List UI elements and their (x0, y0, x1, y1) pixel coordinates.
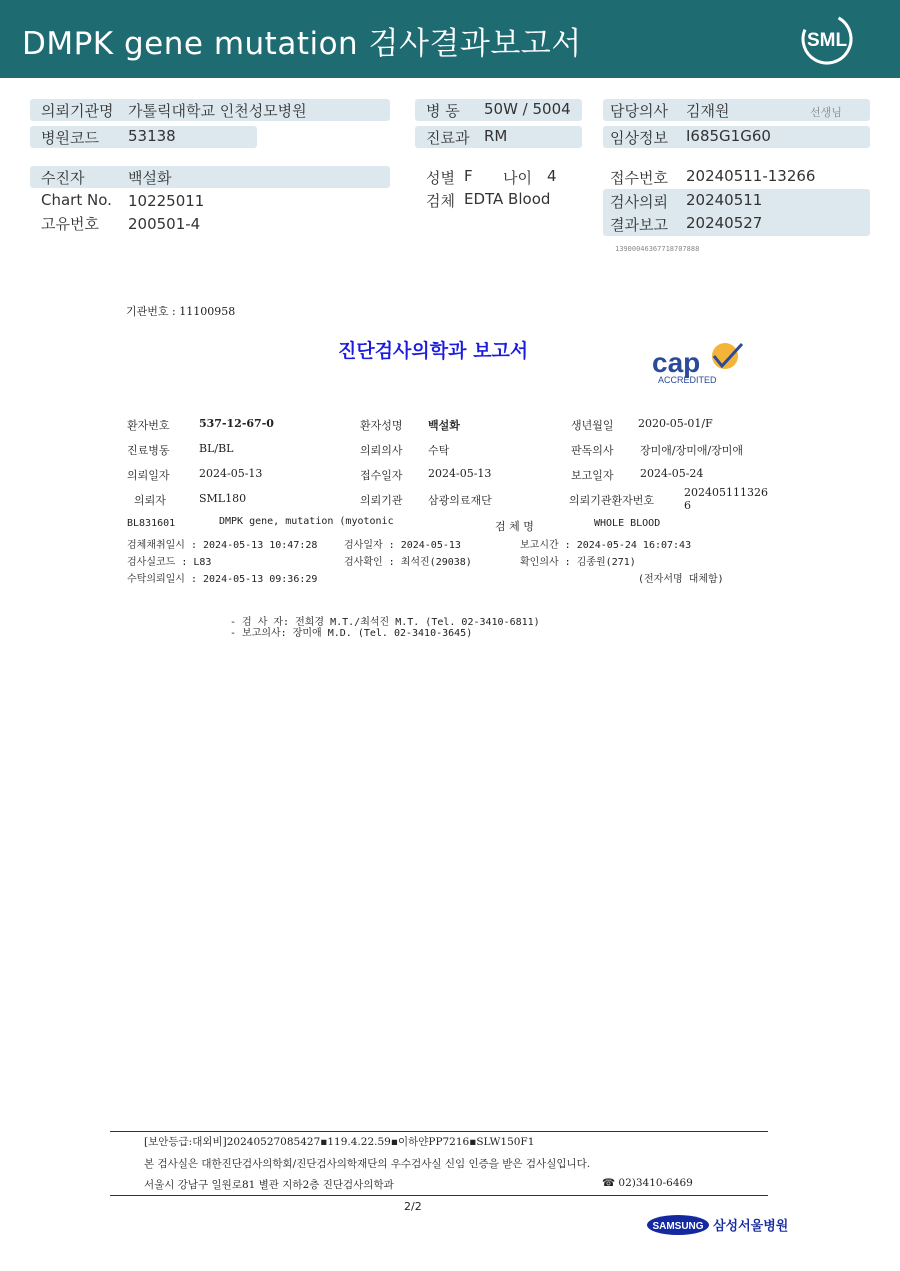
doctor-suffix: 선생님 (810, 106, 842, 119)
req-inst-label-r: 의뢰기관 (360, 494, 403, 507)
inst-no: 기관번호 : 11100958 (126, 305, 236, 318)
req-pt-no-value-2: 6 (684, 499, 691, 512)
cap-accredited-logo (650, 340, 745, 388)
requester-label: 의뢰자 (134, 494, 166, 507)
req-pt-no-label: 의뢰기관환자번호 (569, 494, 655, 507)
chart-value: 10225011 (128, 192, 205, 210)
pt-name-label: 환자성명 (360, 419, 403, 432)
phone-line: ☎ 02)3410-6469 (602, 1177, 693, 1189)
test-confirm: 검사확인 : 최석진(29038) (344, 557, 472, 568)
uid-label: 고유번호 (41, 215, 99, 233)
test-date: 검사일자 : 2024-05-13 (344, 540, 461, 551)
accession-label: 접수번호 (610, 169, 668, 187)
header-bar (0, 0, 900, 78)
req-date-label: 의뢰일자 (127, 469, 170, 482)
rcv-date-label: 접수일자 (360, 469, 403, 482)
sex-label: 성별 (426, 169, 455, 187)
cert-line: 본 검사실은 대한진단검사의학회/진단검사의학재단의 우수검사실 신임 인증을 받은 검사실입니다. (144, 1158, 591, 1170)
patient-value: 백설화 (128, 169, 172, 187)
read-doc-value: 장미애/장미애/장미애 (640, 444, 744, 457)
lab-code: 검사실코드 : L83 (127, 557, 212, 568)
patient-label: 수진자 (41, 169, 85, 187)
page-number: 2/2 (404, 1200, 422, 1213)
footer-rule-bottom (110, 1195, 768, 1196)
age-label: 나이 (503, 169, 532, 187)
rpt-date-label: 보고일자 (571, 469, 614, 482)
uid-value: 200501-4 (128, 215, 201, 233)
pt-no-value: 537-12-67-0 (199, 417, 274, 430)
req-pt-no-value-1: 202405111326 (684, 486, 768, 499)
svg-text:cap: cap (652, 347, 701, 378)
req-inst-label: 의뢰기관명 (41, 102, 114, 120)
rpt-date-value: 2024-05-24 (640, 467, 704, 480)
ward-label: 병 동 (426, 102, 460, 120)
sex-value: F (464, 167, 473, 185)
samsung-logo (646, 1214, 710, 1236)
age-value: 4 (547, 167, 557, 185)
consign-datetime: 수탁의뢰일시 : 2024-05-13 09:36:29 (127, 574, 318, 585)
test-req-label: 검사의뢰 (610, 193, 668, 211)
hospital-name: 삼성서울병원 (713, 1219, 789, 1234)
report-date-value: 20240527 (686, 214, 763, 232)
report-heading: 진단검사의학과 보고서 (338, 340, 529, 362)
ward-value-r: BL/BL (199, 442, 234, 455)
test-code: BL831601 (127, 518, 176, 529)
pt-no-label: 환자번호 (127, 419, 170, 432)
security-line: [보안등급:대외비]20240527085427▪119.4.22.59▪이하얀PP7216▪SLW150F1 (144, 1136, 535, 1148)
address-line: 서울시 강남구 일원로81 별관 지하2층 진단검사의학과 (144, 1179, 394, 1191)
req-date-value: 2024-05-13 (199, 467, 263, 480)
test-req-value: 20240511 (686, 191, 763, 209)
specimen-label: 검체 (426, 192, 455, 210)
ward-value: 50W / 5004 (484, 100, 571, 118)
test-name: DMPK gene, mutation (myotonic (219, 516, 394, 527)
report-time: 보고시간 : 2024-05-24 16:07:43 (520, 540, 692, 551)
req-inst-value: 가톨릭대학교 인천성모병원 (128, 102, 307, 120)
dob-value: 2020-05-01/F (638, 417, 713, 430)
dept-label: 진료과 (426, 129, 470, 147)
req-doc-value: 수탁 (428, 444, 450, 457)
req-doc-label: 의뢰의사 (360, 444, 403, 457)
specimen-name-label: 검 체 명 (495, 520, 534, 533)
accession-value: 20240511-13266 (686, 167, 816, 185)
svg-text:SML: SML (806, 30, 848, 51)
e-sign-note: (전자서명 대체함) (638, 574, 724, 585)
dept-value: RM (484, 127, 508, 145)
chart-label: Chart No. (41, 191, 112, 209)
sml-logo (798, 10, 856, 68)
svg-text:ACCREDITED: ACCREDITED (658, 375, 717, 385)
pt-name-value: 백설화 (428, 419, 460, 432)
doctor-label: 담당의사 (610, 102, 668, 120)
ward-label-r: 진료병동 (127, 444, 170, 457)
hosp-code-value: 53138 (128, 127, 176, 145)
footer-rule-top (110, 1131, 768, 1132)
specimen-value: EDTA Blood (464, 190, 551, 208)
collect-datetime: 검체채취일시 : 2024-05-13 10:47:28 (127, 540, 318, 551)
requester-value: SML180 (199, 492, 247, 505)
rcv-date-value: 2024-05-13 (428, 467, 492, 480)
tiny-code: 13900046367718707888 (615, 245, 700, 253)
clinical-label: 임상정보 (610, 129, 668, 147)
req-inst-value-r: 삼광의료재단 (428, 494, 492, 507)
report-title: DMPK gene mutation 검사결과보고서 (22, 26, 582, 62)
specimen-name-value: WHOLE BLOOD (594, 518, 661, 529)
svg-text:SAMSUNG: SAMSUNG (652, 1221, 704, 1232)
read-doc-label: 판독의사 (571, 444, 614, 457)
hosp-code-label: 병원코드 (41, 129, 99, 147)
report-date-label: 결과보고 (610, 216, 668, 234)
clinical-value: I685G1G60 (686, 127, 771, 145)
confirm-doctor: 확인의사 : 김종원(271) (520, 557, 636, 568)
tester-line: - 검 사 자: 전희경 M.T./최석진 M.T. (Tel. 02-3410-6811) (230, 617, 540, 628)
doctor-value: 김재원 (686, 102, 730, 120)
reporter-line: - 보고의사: 장미애 M.D. (Tel. 02-3410-3645) (230, 628, 473, 639)
dob-label: 생년월일 (571, 419, 614, 432)
